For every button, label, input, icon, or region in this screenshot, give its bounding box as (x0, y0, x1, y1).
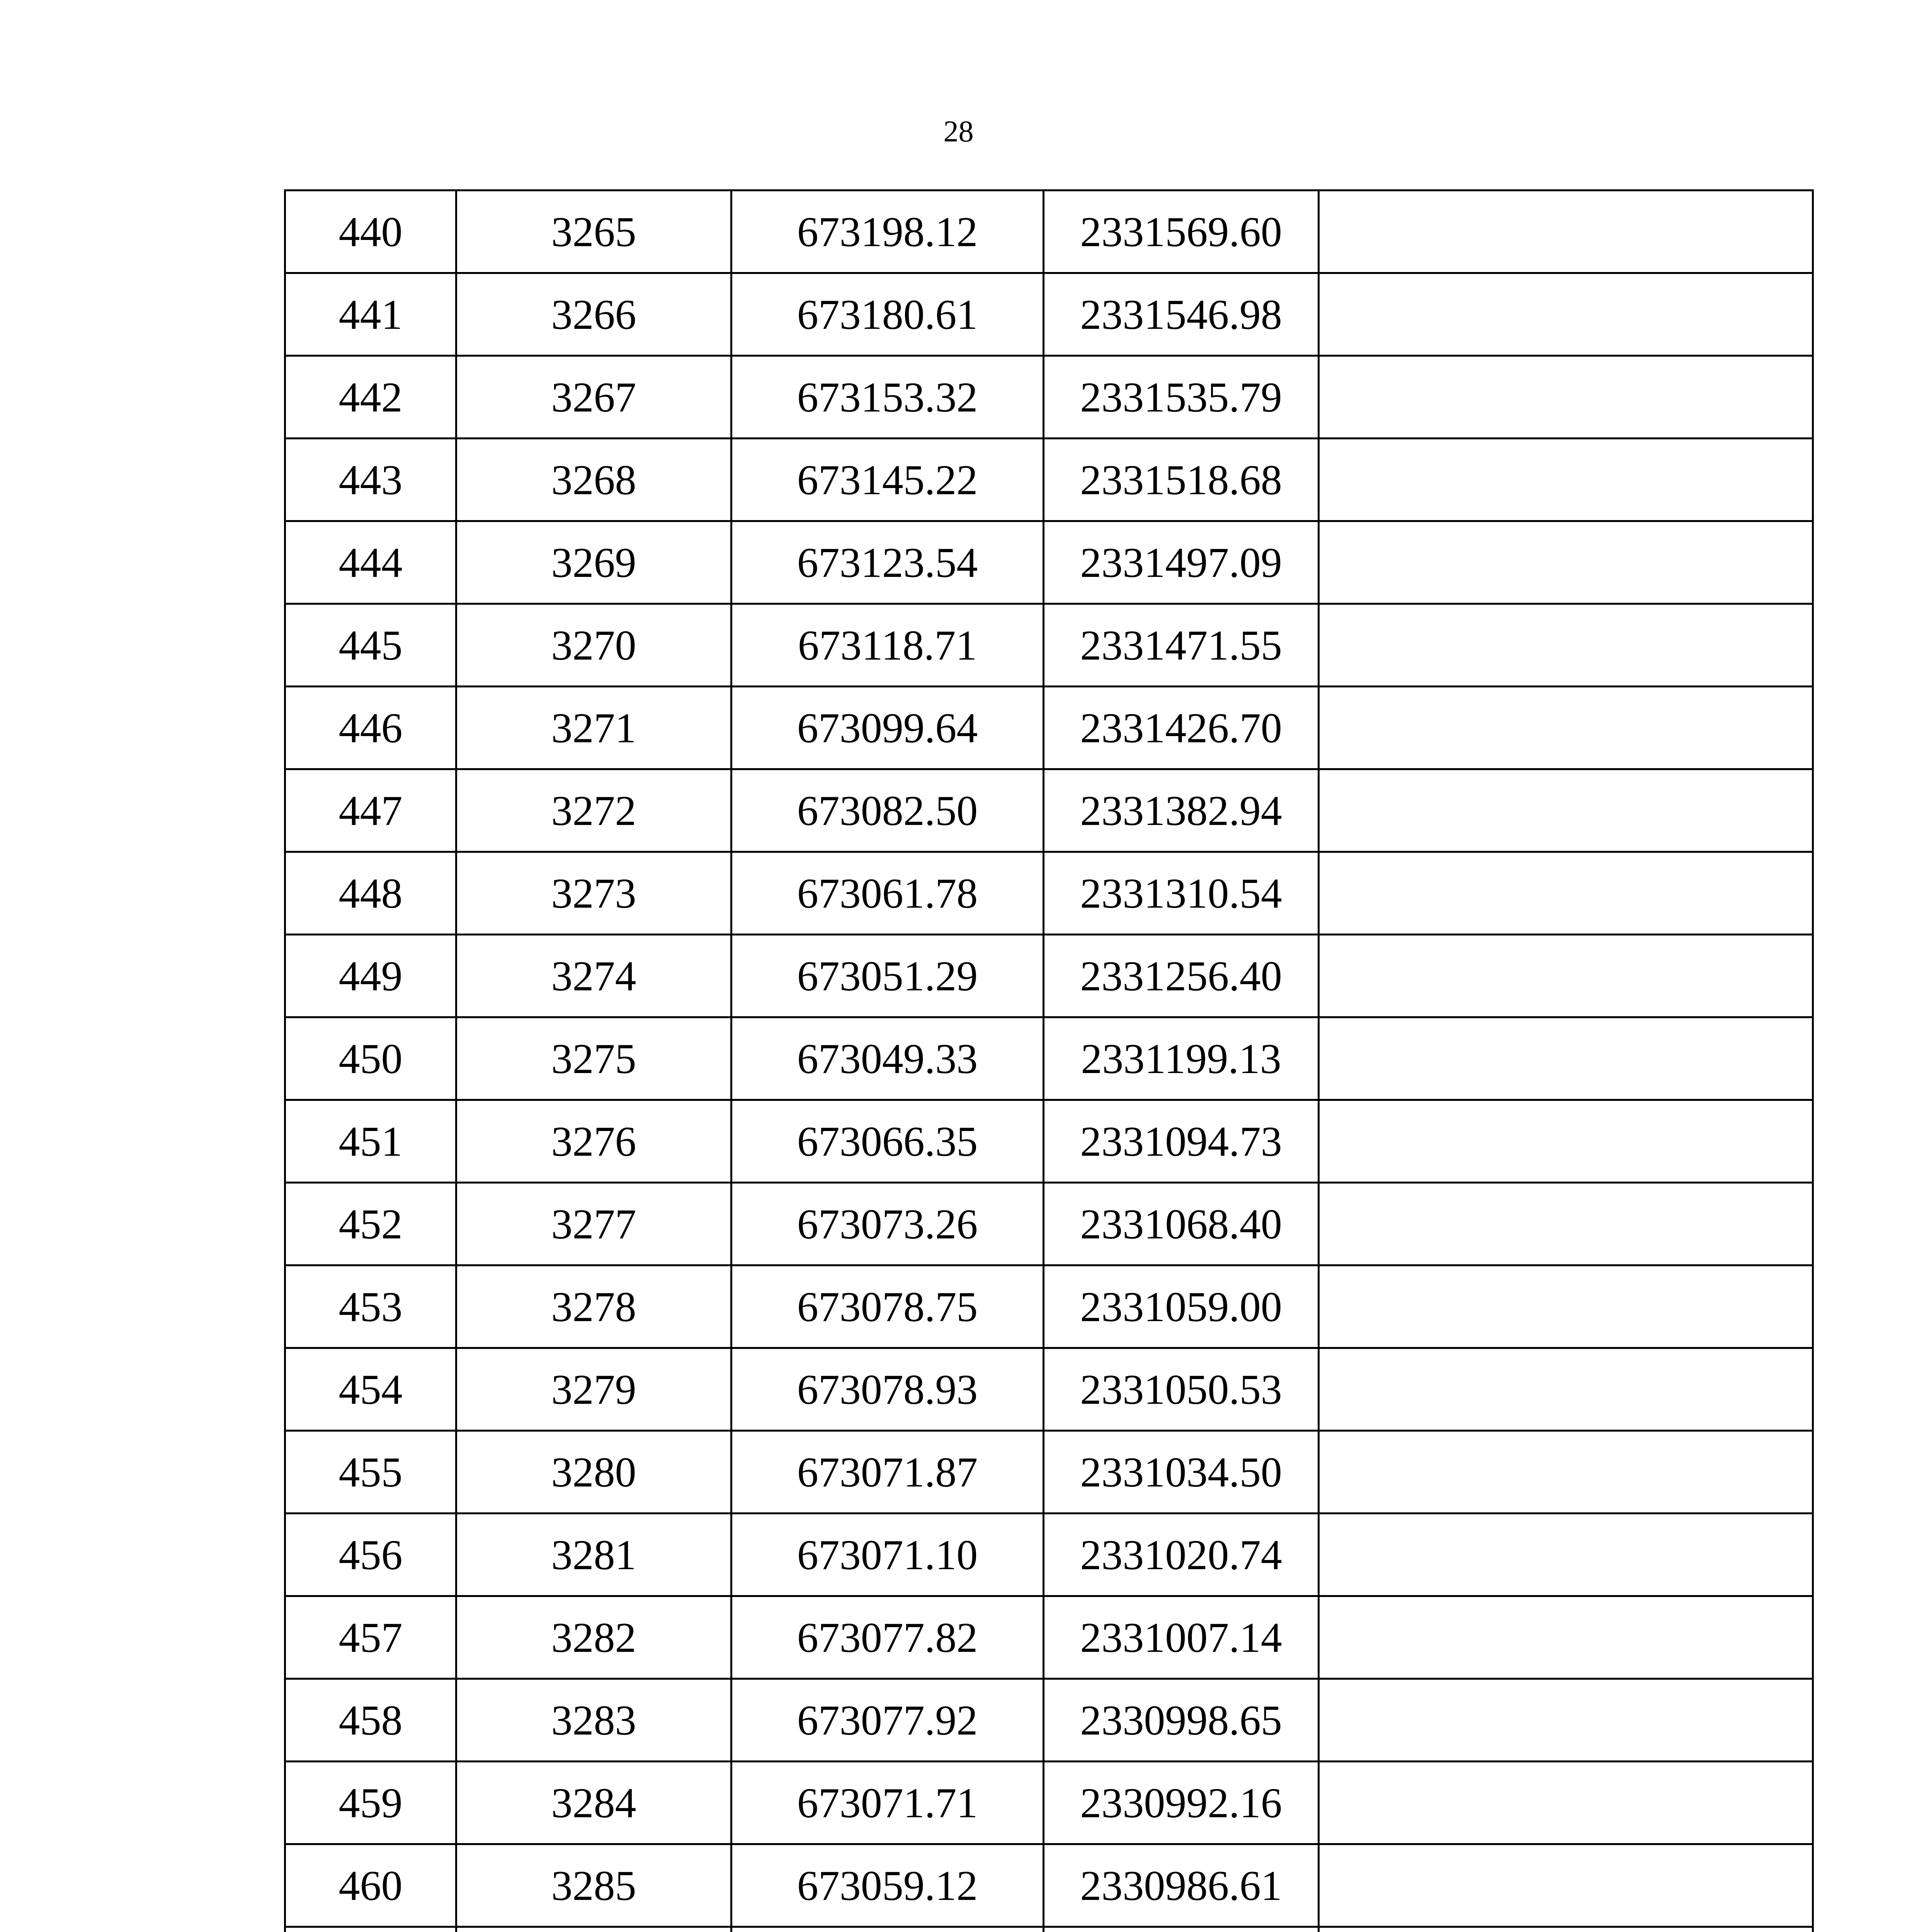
y-coordinate-cell: 2331059.00 (1044, 1265, 1319, 1348)
x-coordinate-cell: 673082.50 (731, 769, 1044, 852)
table-row (285, 687, 1813, 769)
row-index-cell: 444 (285, 521, 456, 604)
table-row (285, 935, 1813, 1017)
table-row (285, 1100, 1813, 1183)
row-index-cell: 452 (285, 1183, 456, 1265)
y-coordinate-cell: 2331310.54 (1044, 852, 1319, 935)
x-coordinate-cell: 673066.35 (731, 1100, 1044, 1183)
row-index-cell: 459 (285, 1762, 456, 1844)
y-coordinate-cell: 2331050.53 (1044, 1348, 1319, 1431)
note-cell (1319, 521, 1813, 604)
point-number-cell: 3283 (456, 1679, 731, 1762)
table-row (285, 521, 1813, 604)
table-row (285, 1844, 1813, 1927)
point-number-cell: 3271 (456, 687, 731, 769)
table-row (285, 769, 1813, 852)
table-row (285, 439, 1813, 521)
point-number-cell: 3266 (456, 273, 731, 356)
point-number-cell: 3268 (456, 439, 731, 521)
x-coordinate-cell: 673118.71 (731, 604, 1044, 687)
x-coordinate-cell: 673077.82 (731, 1596, 1044, 1679)
x-coordinate-cell: 673051.29 (731, 935, 1044, 1017)
note-cell (1319, 1100, 1813, 1183)
y-coordinate-cell: 2330998.65 (1044, 1679, 1319, 1762)
y-coordinate-cell: 2330986.61 (1044, 1844, 1319, 1927)
note-cell (1319, 1017, 1813, 1100)
row-index-cell: 442 (285, 356, 456, 439)
x-coordinate-cell: 673071.87 (731, 1431, 1044, 1514)
table-row (285, 1679, 1813, 1762)
note-cell (1319, 1679, 1813, 1762)
note-cell (1319, 1183, 1813, 1265)
x-coordinate-cell: 673059.12 (731, 1844, 1044, 1927)
table-row (285, 1431, 1813, 1514)
table-row (285, 852, 1813, 935)
row-index-cell: 451 (285, 1100, 456, 1183)
x-coordinate-cell: 673145.22 (731, 439, 1044, 521)
y-coordinate-cell: 2331471.55 (1044, 604, 1319, 687)
point-number-cell: 3280 (456, 1431, 731, 1514)
x-coordinate-cell: 673061.78 (731, 852, 1044, 935)
y-coordinate-cell: 2331497.09 (1044, 521, 1319, 604)
y-coordinate-cell: 2331020.74 (1044, 1514, 1319, 1596)
note-cell (1319, 439, 1813, 521)
note-cell (1319, 687, 1813, 769)
row-index-cell: 454 (285, 1348, 456, 1431)
note-cell (1319, 356, 1813, 439)
point-number-cell: 3282 (456, 1596, 731, 1679)
x-coordinate-cell: 673153.32 (731, 356, 1044, 439)
note-cell (1319, 1348, 1813, 1431)
note-cell (1319, 1431, 1813, 1514)
row-index-cell (285, 1927, 456, 1932)
point-number-cell: 3265 (456, 190, 731, 273)
table-row (285, 356, 1813, 439)
x-coordinate-cell: 673073.26 (731, 1183, 1044, 1265)
note-cell (1319, 273, 1813, 356)
point-number-cell: 3285 (456, 1844, 731, 1927)
x-coordinate-cell: 673071.10 (731, 1514, 1044, 1596)
table-row (285, 1265, 1813, 1348)
note-cell (1319, 604, 1813, 687)
point-number-cell: 3274 (456, 935, 731, 1017)
note-cell (1319, 1927, 1813, 1932)
y-coordinate-cell: 2331068.40 (1044, 1183, 1319, 1265)
note-cell (1319, 852, 1813, 935)
y-coordinate-cell: 2331382.94 (1044, 769, 1319, 852)
page-number: 28 (943, 114, 974, 148)
row-index-cell: 445 (285, 604, 456, 687)
x-coordinate-cell: 673198.12 (731, 190, 1044, 273)
row-index-cell: 443 (285, 439, 456, 521)
y-coordinate-cell: 2331535.79 (1044, 356, 1319, 439)
note-cell (1319, 769, 1813, 852)
note-cell (1319, 190, 1813, 273)
point-number-cell: 3272 (456, 769, 731, 852)
table-row (285, 190, 1813, 273)
table-row (285, 1927, 1813, 1932)
table-row (285, 273, 1813, 356)
coordinate-table (284, 189, 1814, 1932)
row-index-cell: 460 (285, 1844, 456, 1927)
note-cell (1319, 1596, 1813, 1679)
x-coordinate-cell: 673078.93 (731, 1348, 1044, 1431)
point-number-cell (456, 1927, 731, 1932)
row-index-cell: 455 (285, 1431, 456, 1514)
point-number-cell: 3270 (456, 604, 731, 687)
y-coordinate-cell: 2331256.40 (1044, 935, 1319, 1017)
y-coordinate-cell: 2331426.70 (1044, 687, 1319, 769)
note-cell (1319, 1762, 1813, 1844)
x-coordinate-cell: 673049.33 (731, 1017, 1044, 1100)
y-coordinate-cell: 2331569.60 (1044, 190, 1319, 273)
point-number-cell: 3275 (456, 1017, 731, 1100)
y-coordinate-cell: 2331518.68 (1044, 439, 1319, 521)
x-coordinate-cell: 673078.75 (731, 1265, 1044, 1348)
table-row (285, 1596, 1813, 1679)
point-number-cell: 3281 (456, 1514, 731, 1596)
point-number-cell: 3279 (456, 1348, 731, 1431)
y-coordinate-cell: 2331094.73 (1044, 1100, 1319, 1183)
row-index-cell: 448 (285, 852, 456, 935)
row-index-cell: 441 (285, 273, 456, 356)
y-coordinate-cell: 2331007.14 (1044, 1596, 1319, 1679)
table-row (285, 1762, 1813, 1844)
x-coordinate-cell: 673071.71 (731, 1762, 1044, 1844)
table-row (285, 1017, 1813, 1100)
x-coordinate-cell: 673180.61 (731, 273, 1044, 356)
row-index-cell: 449 (285, 935, 456, 1017)
y-coordinate-cell: 2331034.50 (1044, 1431, 1319, 1514)
point-number-cell: 3278 (456, 1265, 731, 1348)
table-row (285, 604, 1813, 687)
table-row (285, 1183, 1813, 1265)
point-number-cell: 3269 (456, 521, 731, 604)
row-index-cell: 456 (285, 1514, 456, 1596)
y-coordinate-cell: 2331546.98 (1044, 273, 1319, 356)
table-row (285, 1514, 1813, 1596)
x-coordinate-cell: 673099.64 (731, 687, 1044, 769)
y-coordinate-cell (1044, 1927, 1319, 1932)
point-number-cell: 3273 (456, 852, 731, 935)
coordinate-table-body (285, 190, 1813, 1932)
point-number-cell: 3276 (456, 1100, 731, 1183)
table-row (285, 1348, 1813, 1431)
row-index-cell: 446 (285, 687, 456, 769)
row-index-cell: 447 (285, 769, 456, 852)
row-index-cell: 440 (285, 190, 456, 273)
note-cell (1319, 1514, 1813, 1596)
note-cell (1319, 1265, 1813, 1348)
x-coordinate-cell (731, 1927, 1044, 1932)
y-coordinate-cell: 2331199.13 (1044, 1017, 1319, 1100)
x-coordinate-cell: 673123.54 (731, 521, 1044, 604)
row-index-cell: 457 (285, 1596, 456, 1679)
row-index-cell: 458 (285, 1679, 456, 1762)
note-cell (1319, 1844, 1813, 1927)
row-index-cell: 450 (285, 1017, 456, 1100)
row-index-cell: 453 (285, 1265, 456, 1348)
point-number-cell: 3277 (456, 1183, 731, 1265)
note-cell (1319, 935, 1813, 1017)
x-coordinate-cell: 673077.92 (731, 1679, 1044, 1762)
y-coordinate-cell: 2330992.16 (1044, 1762, 1319, 1844)
point-number-cell: 3267 (456, 356, 731, 439)
point-number-cell: 3284 (456, 1762, 731, 1844)
